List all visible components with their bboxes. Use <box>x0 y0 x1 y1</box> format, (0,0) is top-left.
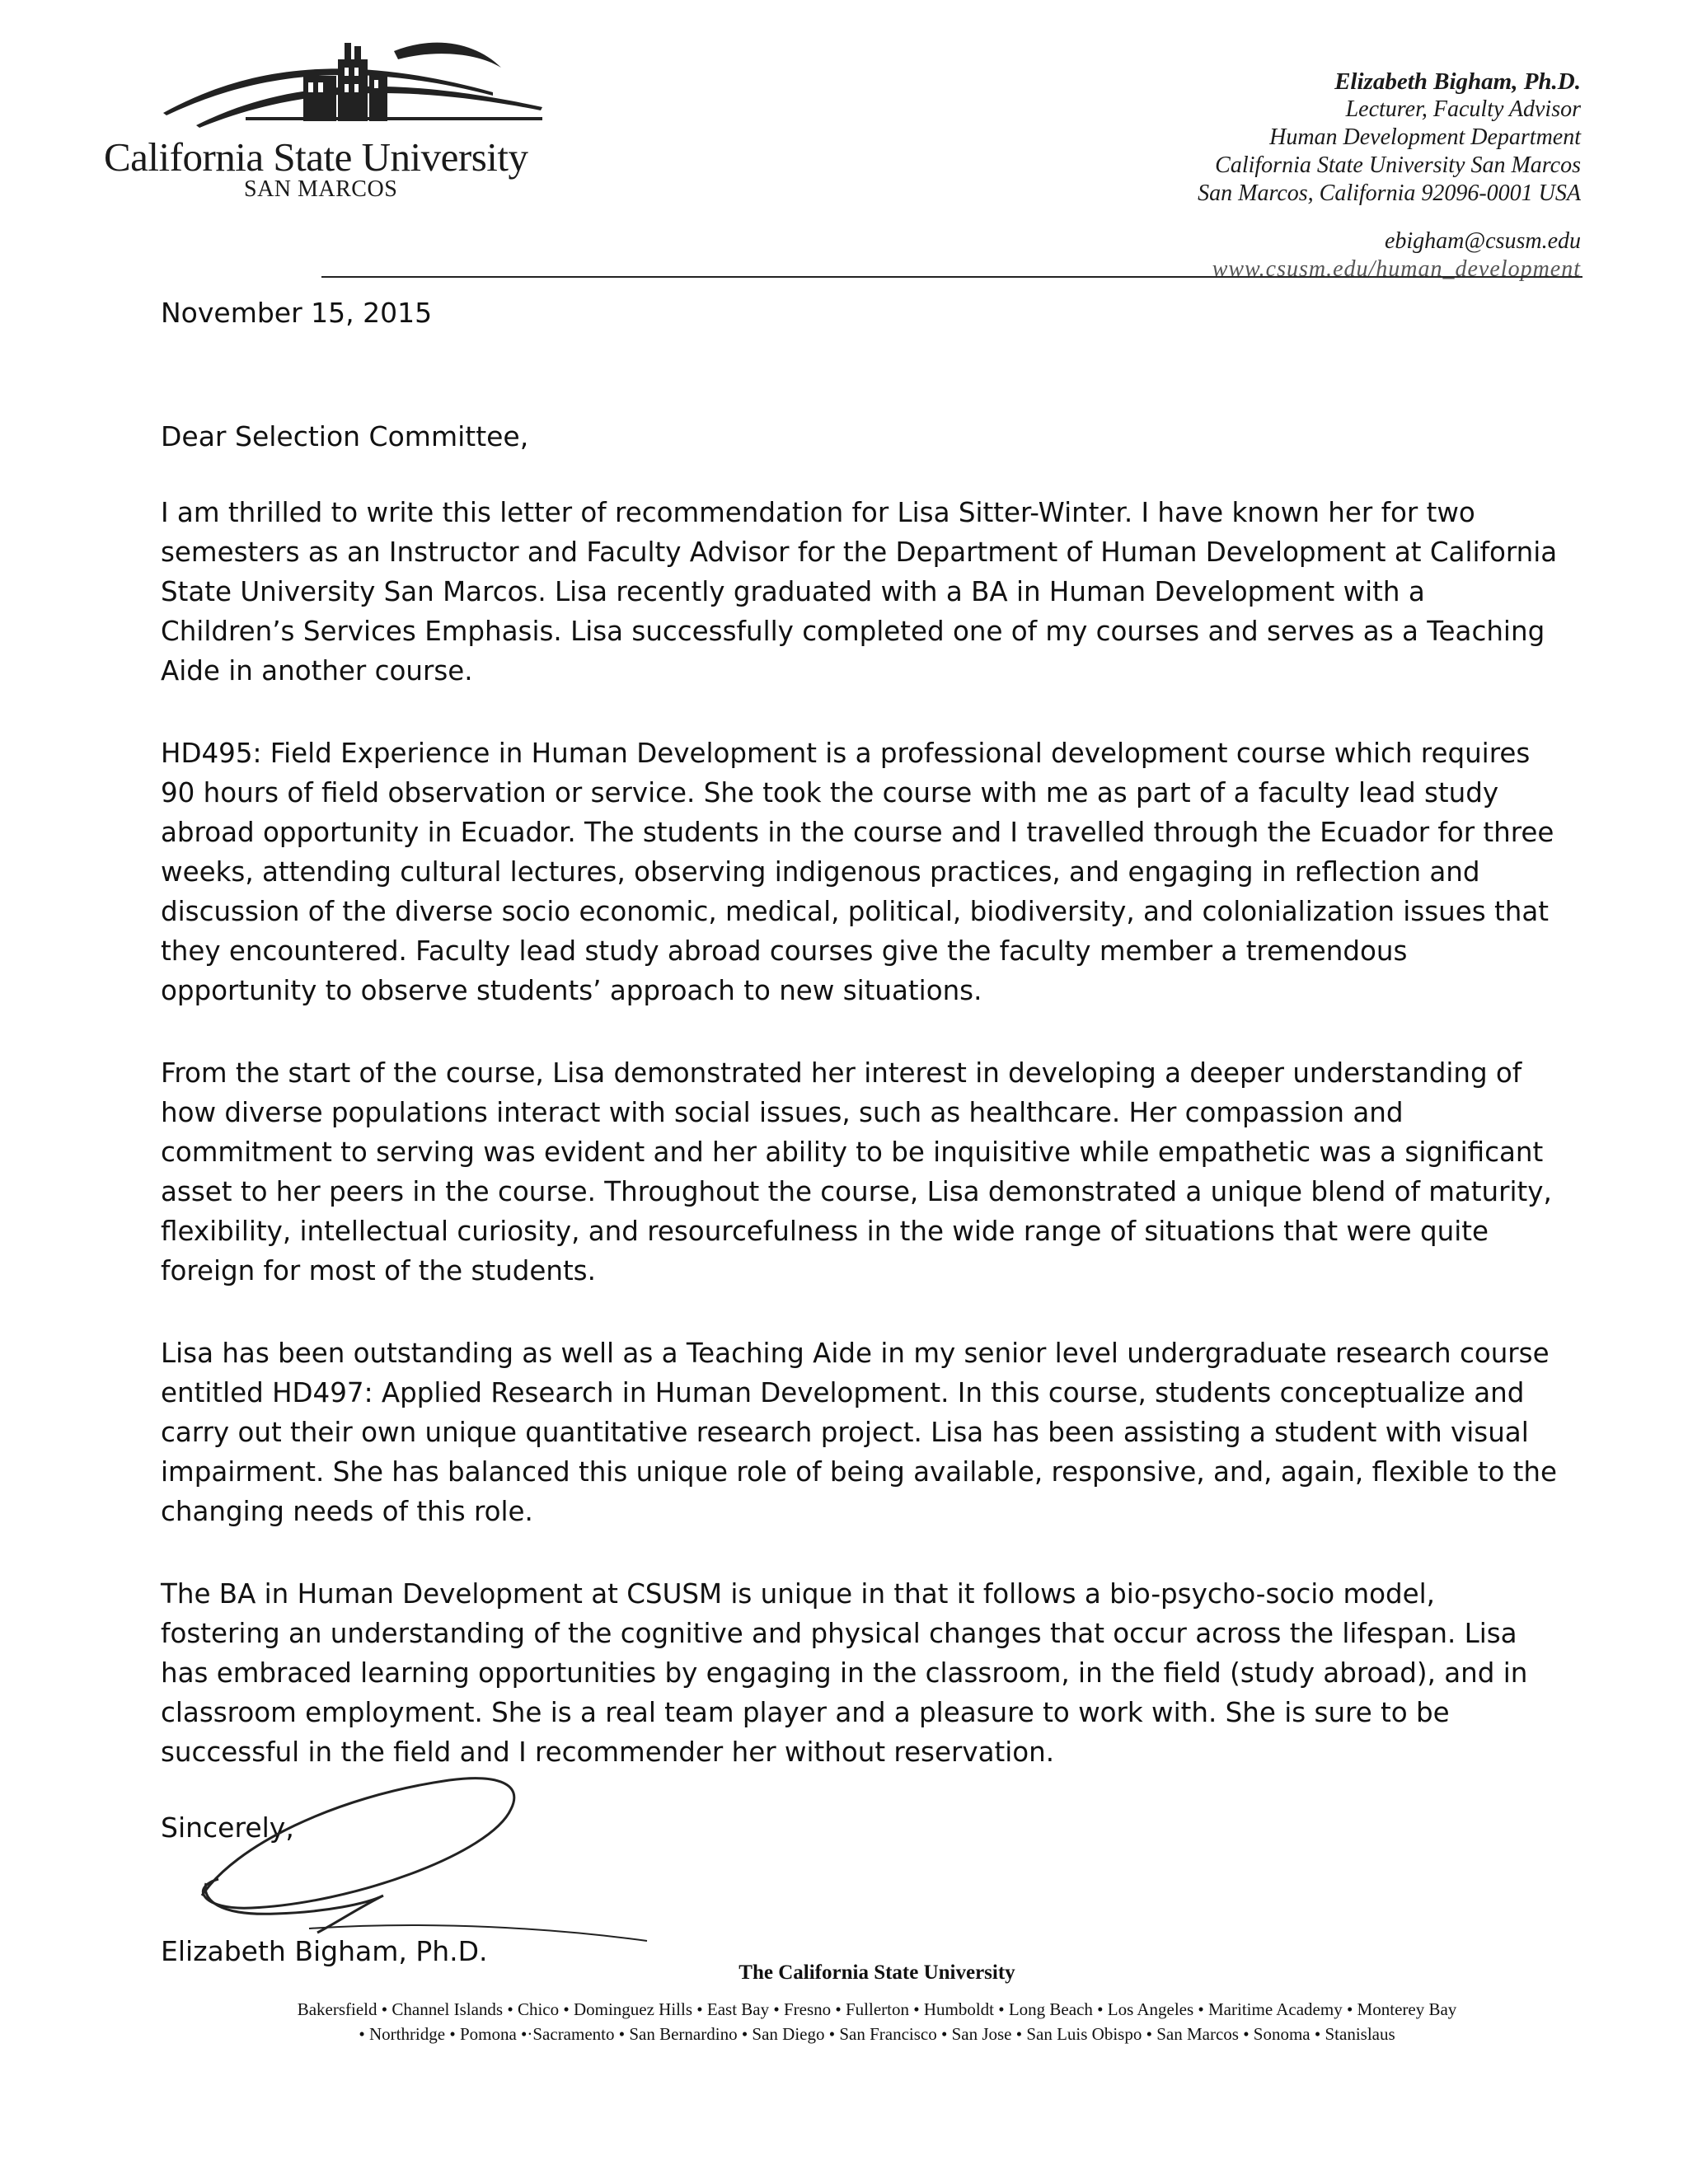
sender-institution: California State University San Marcos <box>1215 152 1581 178</box>
footer-campuses-line-2: • Northridge • Pomona •·Sacramento • San Bernardino • San Diego • San Francisco • San Jose • San Luis Obispo • San Marcos • Sonoma • Stanislaus <box>359 2024 1395 2044</box>
handwritten-signature <box>185 1764 680 1953</box>
paragraph-2 <box>161 733 1562 1010</box>
paragraph-5 <box>161 1574 1562 1772</box>
campus-skyline-icon <box>147 35 559 134</box>
university-name: California State University <box>104 134 528 180</box>
paragraph-4 <box>161 1333 1562 1531</box>
paragraph-text: From the start of the course, Lisa demonstrated her interest in developing a deeper understanding of how diverse populations interact with social issues, such as healthcare. Her compassion and commitment to serving was evident and her ability to be inquisitive while empathetic was a significant asset to her peers in the course. Throughout the course, Lisa demonstrated a unique blend of maturity, flexibility, intellectual curiosity, and resourcefulness in the wide range of situations that were quite foreign for most of the students. <box>161 1057 1552 1286</box>
paragraph-text: I am thrilled to write this letter of recommendation for Lisa Sitter-Winter. I have known her for two semesters as an Instructor and Faculty Advisor for the Department of Human Development at California State University San Marcos. Lisa recently graduated with a BA in Human Development with a Children’s Services Emphasis. Lisa successfully completed one of my courses and serves as a Teaching Aide in another course. <box>161 497 1558 687</box>
signature-name: Elizabeth Bigham, Ph.D. <box>161 1935 488 1967</box>
salutation: Dear Selection Committee, <box>161 420 529 452</box>
sender-department: Human Development Department <box>1269 124 1581 150</box>
letter-date: November 15, 2015 <box>161 297 433 329</box>
footer-campuses-line-1: Bakersfield • Channel Islands • Chico • Dominguez Hills • East Bay • Fresno • Fullerton • Humboldt • Long Beach • Los Angeles • Maritime Academy • Monterey Bay <box>297 1999 1457 2019</box>
sender-name: Elizabeth Bigham, Ph.D. <box>1334 68 1581 95</box>
campus-name: SAN MARCOS <box>244 176 398 202</box>
letterhead-divider <box>321 276 1582 278</box>
paragraph-3 <box>161 1053 1562 1291</box>
sender-email[interactable]: ebigham@csusm.edu <box>1384 228 1581 254</box>
paragraph-1 <box>161 493 1562 691</box>
paragraph-text: HD495: Field Experience in Human Development is a professional development course which requires 90 hours of field observation or service. She took the course with me as part of a faculty lead study abroad opportunity in Ecuador. The students in the course and I travelled through the Ecuador for three weeks, attending cultural lectures, observing indigenous practices, and engaging in reflection and discussion of the diverse socio economic, medical, political, biodiversity, and colonialization issues that they encountered. Faculty lead study abroad courses give the faculty member a tremendous opportunity to observe students’ approach to new situations. <box>161 738 1554 1006</box>
paragraph-text: The BA in Human Development at CSUSM is unique in that it follows a bio-psycho-socio model, fostering an understanding of the cognitive and physical changes that occur across the lifespan. Lisa has embraced learning opportunities by engaging in the classroom, in the field (study abroad), and in classroom employment. She is a real team player and a pleasure to work with. She is sure to be successful in the field and I recommender her without reservation. <box>161 1578 1528 1768</box>
sender-title: Lecturer, Faculty Advisor <box>1345 96 1581 122</box>
closing: Sincerely, <box>161 1811 294 1844</box>
sender-address: San Marcos, California 92096-0001 USA <box>1198 180 1581 206</box>
paragraph-text: Lisa has been outstanding as well as a Teaching Aide in my senior level undergraduate research course entitled HD497: Applied Research in Human Development. In this course, students conceptualize and carry out their own unique quantitative research project. Lisa has been assisting a student with visual impairment. She has balanced this unique role of being available, responsive, and, again, flexible to the changing needs of this role. <box>161 1338 1558 1527</box>
sender-block <box>1198 68 1581 284</box>
footer-title: The California State University <box>738 1961 1015 1984</box>
sender-website[interactable]: www.csusm.edu/human_development <box>1212 256 1581 282</box>
university-logo <box>97 35 559 208</box>
